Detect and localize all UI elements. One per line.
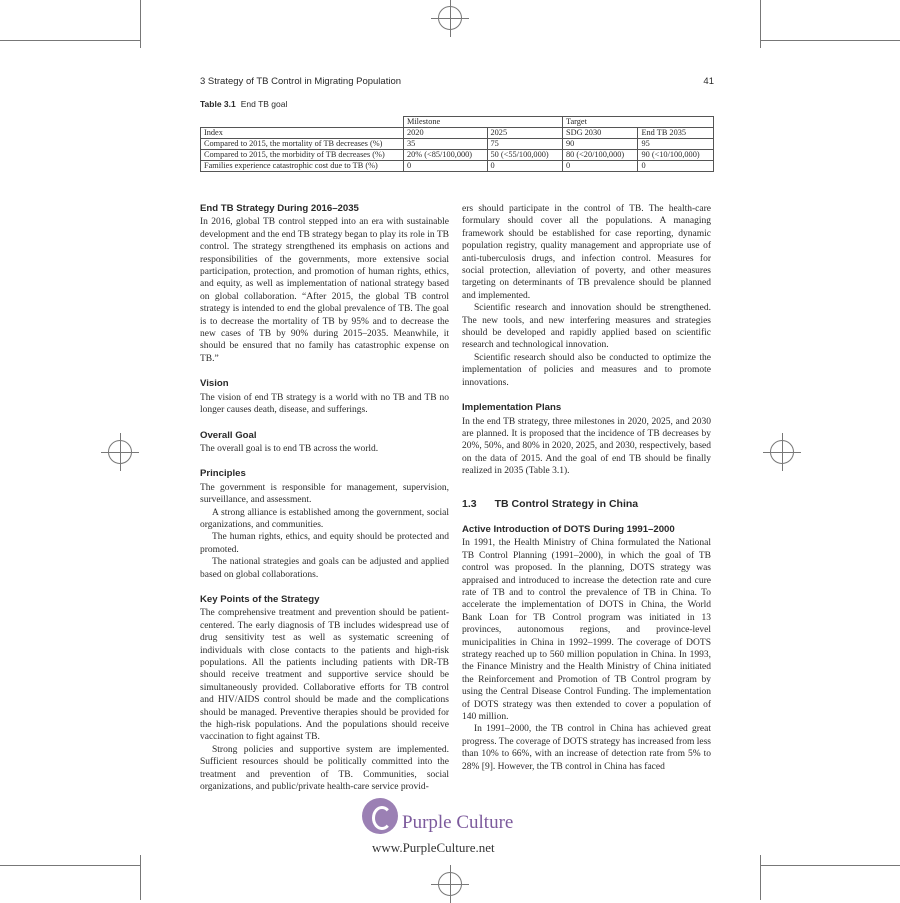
watermark (362, 796, 562, 866)
group-target: Target (562, 117, 713, 128)
table-cell: 20% (<85/100,000) (404, 150, 488, 161)
col-header: 2020 (404, 128, 488, 139)
heading-implementation-plans: Implementation Plans (462, 402, 562, 414)
paragraph: In 2016, global TB control stepped into an era with sustainable development and the end TB strategy began to play its role in TB control. The strategy strengthened its emphasis on actions and responsibilities of the governments, more extensive social participation, protection, and promotion of human rights, ethics, and equity, as well as implementation of national strategy based on global collaboration. “After 2015, the global TB control strategy is intended to end the global prevalence of TB. The goal is to decrease the mortality of TB by 95% and to decrease the new cases of TB by 90% during 2015–2035. Meanwhile, it should be ensured that no family has catastrophic expense on TB.” (200, 217, 449, 364)
paragraph: The government is responsible for management, supervision, surveillance, and assessment. (200, 482, 449, 506)
table-cell: 90 (<10/100,000) (638, 150, 714, 161)
left-column (200, 203, 449, 793)
group-milestone: Milestone (404, 117, 563, 128)
section-heading (462, 498, 711, 510)
table-row (201, 161, 714, 172)
col-header: 2025 (487, 128, 562, 139)
table-cell: 80 (<20/100,000) (562, 150, 637, 161)
col-header: End TB 2035 (638, 128, 714, 139)
heading-end-tb-strategy: End TB Strategy During 2016–2035 (200, 203, 359, 214)
table-cell: 0 (562, 161, 637, 172)
section-title: TB Control Strategy in China (494, 497, 639, 510)
col-header: SDG 2030 (562, 128, 637, 139)
watermark-url: www.PurpleCulture.net (372, 840, 495, 855)
table-caption-text: End TB goal (240, 99, 288, 109)
paragraph: The comprehensive treatment and prevention should be patient-centered. The early diagnosis of TB includes widespread use of drug sensitivity test as well as systematic screening of individuals with close contacts to the patients and high-risk populations. All the patients including patients with DR-TB should receive treatment and supportive service should be simultaneously provided. Collaborative efforts for TB control and HIV/AIDS control should be made and the complications should be managed. Preventive therapies should be provided for the high-risk populations. And the populations should receive vaccination to fight against TB. (200, 608, 449, 743)
purple-culture-logo-icon (362, 798, 398, 834)
table-row (201, 150, 714, 161)
index-header: Index (201, 128, 404, 139)
paragraph: The national strategies and goals can be adjusted and applied based on global collaborations. (200, 557, 449, 580)
table-cell: 0 (404, 161, 488, 172)
paragraph: A strong alliance is established among the government, social organizations, and communities. (200, 507, 449, 530)
row-index: Families experience catastrophic cost due to TB (%) (201, 161, 404, 172)
table-label: Table 3.1 (200, 99, 236, 109)
table-cell: 95 (638, 139, 714, 150)
table-row (201, 139, 714, 150)
paragraph: ers should participate in the control of TB. The health-care formulary should cover all the populations. A managing framework should be established for case reporting, dynamic population registry, quality management and appropriate use of anti-tuberculosis drugs, and infection control. Measures for social protection, alleviation of poverty, and other measures targeting on determinants of TB prevalence should be planned and implemented. (462, 204, 711, 301)
table-cell: 0 (487, 161, 562, 172)
table-cell: 0 (638, 161, 714, 172)
table-header-row (201, 128, 714, 139)
paragraph: The overall goal is to end TB across the world. (200, 443, 379, 454)
heading-vision: Vision (200, 378, 229, 390)
row-index: Compared to 2015, the morbidity of TB decreases (%) (201, 150, 404, 161)
paragraph: In 1991, the Health Ministry of China formulated the National TB Control Planning (1991–2000), in which the goal of TB control was proposed. In the planning, DOTS strategy was appraised and introduced to increase the detection rate and cure rate of TB and to control the prevalence of TB in China. To accelerate the implementation of DOTS in China, the World Bank Loan for TB Control program was initiated in 13 provinces, autonomous regions, and province-level municipalities in China in 1992–1999. The coverage of DOTS strategy reached up to 560 million population in China. In 1993, the Finance Ministry and the Health Ministry of China initiated the Reinforcement and Promotion of TB Control program by using the Central Disease Control Funding. The implementation of DOTS strategy was then extended to cover a population of 140 million. (462, 538, 711, 723)
table-cell: 50 (<55/100,000) (487, 150, 562, 161)
heading-overall-goal: Overall Goal (200, 429, 257, 441)
watermark-brand: Purple Culture (402, 812, 514, 833)
section-number: 1.3 (462, 497, 477, 510)
heading-principles: Principles (200, 468, 246, 480)
chapter-title: 3 Strategy of TB Control in Migrating Population (200, 76, 402, 87)
paragraph: The human rights, ethics, and equity should be protected and promoted. (200, 532, 449, 555)
table-caption (200, 99, 287, 109)
paragraph: In 1991–2000, the TB control in China has achieved great progress. The coverage of DOTS strategy has increased from less than 10% to 66%, with an increase of detection rate from 5% to 28% [9]. However, the TB control in China has faced (462, 724, 711, 772)
paragraph: The vision of end TB strategy is a world with no TB and TB no longer causes death, disease, and sufferings. (200, 392, 449, 416)
page-number: 41 (703, 76, 714, 87)
running-head (200, 76, 714, 87)
paragraph: Scientific research and innovation should be strengthened. The new tools, and new interfering measures and strategies should be developed and rapidly applied based on scientific research and technological innovation. (462, 303, 711, 351)
heading-key-points: Key Points of the Strategy (200, 593, 320, 605)
row-index: Compared to 2015, the mortality of TB decreases (%) (201, 139, 404, 150)
paragraph: Strong policies and supportive system are implemented. Sufficient resources should be politically committed into the treatment and prevention of TB. Communities, social organizations, and public/private health-care service provid- (200, 744, 449, 793)
table-group-row (201, 117, 714, 128)
table-cell: 90 (562, 139, 637, 150)
paragraph: Scientific research should also be conducted to optimize the implementation of policies and measures and to promote innovations. (462, 352, 711, 388)
table-cell: 35 (404, 139, 488, 150)
heading-dots: Active Introduction of DOTS During 1991–2000 (462, 523, 675, 535)
table-cell: 75 (487, 139, 562, 150)
paragraph: In the end TB strategy, three milestones in 2020, 2025, and 2030 are planned. It is proposed that the incidence of TB decreases by 20%, 50%, and 80% in 2020, 2025, and 2030, respectively, based on the data of 2015. And the goal of end TB should be finally realized in 2035 (Table 3.1). (462, 416, 711, 477)
end-tb-goal-table (200, 116, 714, 172)
right-column (462, 203, 711, 773)
